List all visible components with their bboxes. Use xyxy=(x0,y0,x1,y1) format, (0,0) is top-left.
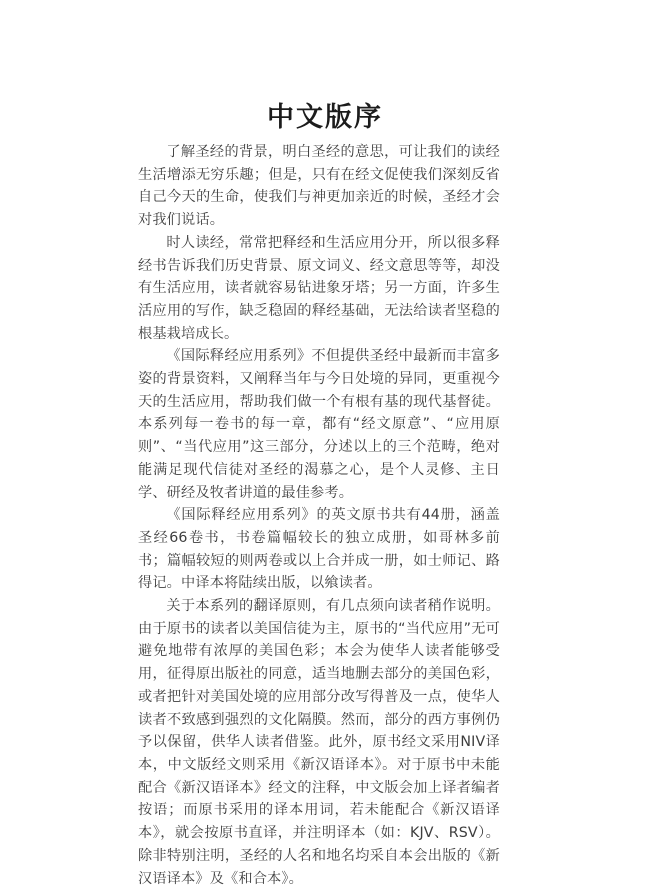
page-title: 中文版序 xyxy=(267,102,383,134)
paragraph-1: 了解圣经的背景，明白圣经的意思，可让我们的读经生活增添无穷乐趣；但是，只有在经文促使我们深刻反省自己今天的生命，使我们与神更加亲近的时候，圣经才会对我们说话。 xyxy=(138,144,500,229)
paragraph-5: 关于本系列的翻译原则，有几点须向读者稍作说明。由于原书的读者以美国信徒为主，原书的“当代应用”无可避免地带有浓厚的美国色彩；本会为使华人读者能够受用，征得原出版社的同意，适当地删去部分的美国色彩，或者把针对美国处境的应用部分改写得普及一点，使华人读者不致感到强烈的文化隔膜。然而，部分的西方事例仍予以保留，供华人读者借鉴。此外，原书经文采用NIV译本，中文版经文则采用《新汉语译本》。对于原书中未能配合《新汉语译本》经文的注释，中文版会加上译者编者按语；而原书采用的译本用词，若未能配合《新汉语译本》，就会按原书直译，并注明译本（如：KJV、RSV）。除非特别注明，圣经的人名和地名均采自本会出版的《新汉语译本》及《和合本》。 xyxy=(138,598,500,887)
paragraph-3: 《国际释经应用系列》不但提供圣经中最新而丰富多姿的背景资料，又阐释当年与今日处境的异同，更重视今天的生活应用，帮助我们做一个有根有基的现代基督徒。本系列每一卷书的每一章，都有“经文原意”、“应用原则”、“当代应用”这三部分，分述以上的三个范畴，绝对能满足现代信徒对圣经的渴慕之心，是个人灵修、主日学、研经及牧者讲道的最佳参考。 xyxy=(138,348,500,501)
preface-body xyxy=(138,141,500,890)
paragraph-4: 《国际释经应用系列》的英文原书共有44册，涵盖圣经66卷书，书卷篇幅较长的独立成册，如哥林多前书；篇幅较短的则两卷或以上合并成一册，如士师记、路得记。中译本将陆续出版，以飨读者。 xyxy=(138,507,500,592)
paragraph-2: 时人读经，常常把释经和生活应用分开，所以很多释经书告诉我们历史背景、原文词义、经文意思等等，却没有生活应用，读者就容易钻进象牙塔；另一方面，许多生活应用的写作，缺乏稳固的释经基础，无法给读者坚稳的根基栽培成长。 xyxy=(138,234,500,342)
